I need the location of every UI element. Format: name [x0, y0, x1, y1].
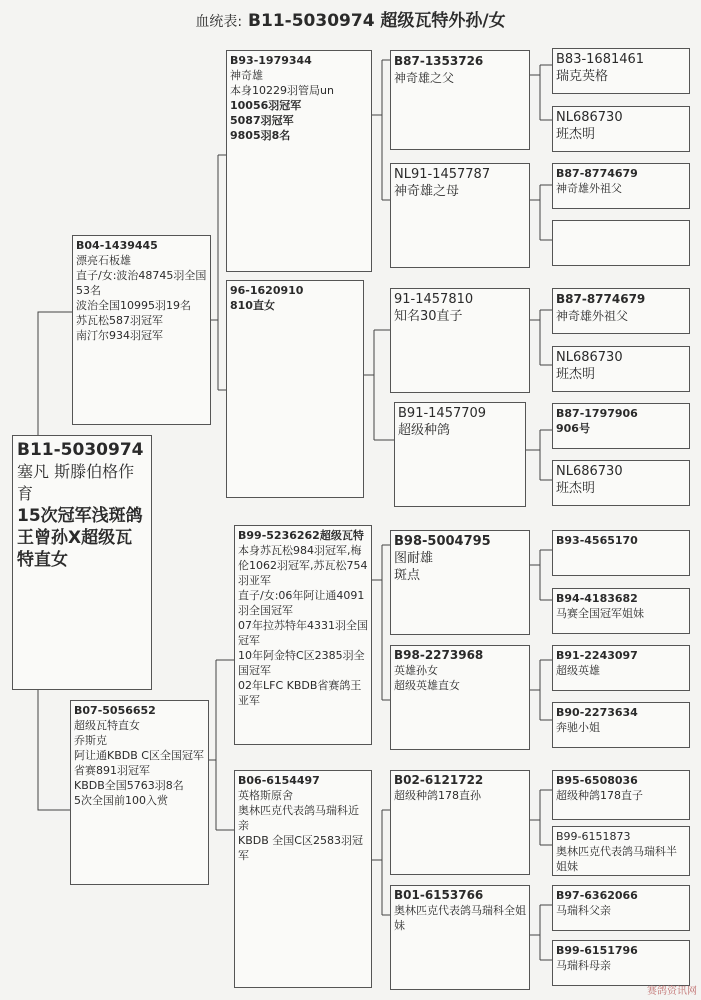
gggp-10-ring: B94-4183682: [556, 592, 638, 605]
ds-dam-line: 英雄孙女: [394, 664, 438, 677]
sd-dam-box: [394, 402, 526, 507]
gggp-10-box: [552, 588, 690, 634]
dd-dam-box: [390, 885, 530, 990]
gggp-14-box: [552, 826, 690, 876]
gggp-16-line: 马瑞科母亲: [556, 959, 611, 972]
dam-line: 超级瓦特直女: [74, 719, 140, 732]
dam-line: 阿让通KBDB C区全国冠军: [74, 749, 204, 762]
dam-sire-line: 07年拉苏特年4331羽全国冠军: [238, 619, 368, 647]
sire-sire-ring: B93-1979344: [230, 54, 312, 67]
gggp-14-ring: B99-6151873: [556, 830, 631, 843]
gggp-9-box: [552, 530, 690, 576]
dam-dam-line: KBDB 全国C区2583羽冠军: [238, 834, 363, 862]
gggp-7-box: [552, 403, 690, 449]
sire-line: 南汀尔934羽冠军: [76, 329, 163, 342]
ds-sire-box: [390, 530, 530, 635]
gggp-12-ring: B90-2273634: [556, 706, 638, 719]
gggp-3-ring: B87-8774679: [556, 167, 638, 180]
sire-line: 波治全国10995羽19名: [76, 299, 191, 312]
dam-sire-line: 本身苏瓦松984羽冠军,梅伦1062羽冠军,苏瓦松754羽亚军: [238, 544, 368, 587]
ds-dam-box: [390, 645, 530, 750]
sire-dam-box: [226, 280, 364, 498]
gggp-12-line: 奔驰小姐: [556, 721, 600, 734]
dam-sire-box: [234, 525, 372, 745]
title-main: B11-5030974 超级瓦特外孙/女: [248, 11, 506, 31]
gggp-16-ring: B99-6151796: [556, 944, 638, 957]
gggp-3-box: [552, 163, 690, 209]
ds-sire-line: 斑点: [394, 568, 421, 583]
dam-dam-line: 奥林匹克代表鸽马瑞科近亲: [238, 804, 359, 832]
ds-dam-line: 超级英雄直女: [394, 679, 460, 692]
ss-dam-box: [390, 163, 530, 268]
gggp-5-box: [552, 288, 690, 334]
sire-line: 直子/女:波治48745羽全国53名: [76, 269, 207, 297]
gggp-2-line: 班杰明: [556, 127, 596, 142]
gggp-13-ring: B95-6508036: [556, 774, 638, 787]
gggp-3-line: 神奇雄外祖父: [556, 182, 622, 195]
gggp-1-box: [552, 48, 690, 94]
gggp-15-line: 马瑞科父亲: [556, 904, 611, 917]
gggp-15-ring: B97-6362066: [556, 889, 638, 902]
dam-line: KBDB全国5763羽8名: [74, 779, 184, 792]
sire-line: 苏瓦松587羽冠军: [76, 314, 163, 327]
dam-line: 省赛891羽冠军: [74, 764, 150, 777]
dd-sire-ring: B02-6121722: [394, 773, 484, 787]
sire-sire-line: 10056羽冠军: [230, 99, 302, 112]
sire-box: [72, 235, 211, 425]
dam-sire-line: 02年LFC KBDB省赛鸽王亚军: [238, 679, 362, 707]
gggp-7-ring: B87-1797906: [556, 407, 638, 420]
gggp-5-line: 神奇雄外祖父: [556, 309, 629, 323]
gggp-16-box: [552, 940, 690, 986]
gggp-6-box: [552, 346, 690, 392]
sire-sire-line: 5087羽冠军: [230, 114, 294, 127]
gggp-6-line: 班杰明: [556, 367, 596, 382]
sire-sire-line: 9805羽8名: [230, 129, 291, 142]
gggp-14-line: 奥林匹克代表鸽马瑞科半姐妹: [556, 845, 677, 873]
sd-dam-line: 超级种鸽: [398, 423, 451, 438]
sire-sire-line: 本身10229羽管局un: [230, 84, 334, 97]
gggp-15-box: [552, 885, 690, 931]
dam-sire-ring: B99-5236262超级瓦特: [238, 529, 364, 542]
sire-line: 漂亮石板雄: [76, 254, 131, 267]
dam-dam-box: [234, 770, 372, 988]
gggp-8-ring: NL686730: [556, 464, 623, 479]
dd-dam-ring: B01-6153766: [394, 888, 484, 902]
gggp-9-ring: B93-4565170: [556, 534, 638, 547]
dam-line: 5次全国前100入赏: [74, 794, 168, 807]
ds-dam-ring: B98-2273968: [394, 648, 484, 662]
ss-sire-ring: B87-1353726: [394, 54, 484, 68]
gggp-8-line: 班杰明: [556, 481, 596, 496]
ds-sire-ring: B98-5004795: [394, 534, 491, 549]
sire-sire-box: [226, 50, 372, 272]
dam-line: 乔斯克: [74, 734, 107, 747]
sd-sire-box: [390, 288, 530, 393]
gggp-7-line: 906号: [556, 422, 590, 435]
gggp-2-ring: NL686730: [556, 110, 623, 125]
dd-sire-line: 超级种鸽178直孙: [394, 789, 481, 802]
dd-dam-line: 奥林匹克代表鸽马瑞科全姐妹: [394, 904, 526, 932]
dam-ring: B07-5056652: [74, 704, 156, 717]
sire-ring: B04-1439445: [76, 239, 158, 252]
dam-dam-ring: B06-6154497: [238, 774, 320, 787]
gggp-13-line: 超级种鸽178直子: [556, 789, 643, 802]
dam-sire-line: 10年阿金特C区2385羽全国冠军: [238, 649, 365, 677]
gggp-11-ring: B91-2243097: [556, 649, 638, 662]
ss-sire-box: [390, 50, 530, 150]
gggp-10-line: 马赛全国冠军姐妹: [556, 607, 644, 620]
ss-sire-line: 神奇雄之父: [394, 71, 455, 85]
gggp-13-box: [552, 770, 690, 820]
sire-dam-ring: 96-1620910: [230, 284, 304, 297]
ss-dam-line: 神奇雄之母: [394, 184, 460, 199]
dam-sire-line: 直子/女:06年阿让通4091羽全国冠军: [238, 589, 365, 617]
sd-dam-ring: B91-1457709: [398, 406, 487, 421]
gggp-4-box: [552, 220, 690, 266]
sire-dam-line: 810直女: [230, 299, 275, 312]
gggp-12-box: [552, 702, 690, 748]
dam-box: [70, 700, 209, 885]
gggp-1-line: 瑞克英格: [556, 69, 609, 84]
subject-ring: B11-5030974: [17, 440, 144, 460]
gggp-11-line: 超级英雄: [556, 664, 600, 677]
gggp-2-box: [552, 106, 690, 152]
gggp-8-box: [552, 460, 690, 506]
subject-line: 15次冠军浅斑鸽王曾孙X超级瓦特直女: [17, 506, 143, 570]
sire-sire-line: 神奇雄: [230, 69, 263, 82]
dd-sire-box: [390, 770, 530, 875]
gggp-5-ring: B87-8774679: [556, 292, 646, 306]
gggp-11-box: [552, 645, 690, 691]
title-prefix: 血统表:: [195, 14, 243, 30]
sd-sire-ring: 91-1457810: [394, 292, 474, 307]
subject-line: 塞凡 斯滕伯格作育: [17, 462, 135, 503]
sd-sire-line: 知名30直子: [394, 309, 463, 324]
subject-bird-box: [12, 435, 152, 690]
dam-dam-line: 英格斯原舍: [238, 789, 293, 802]
gggp-6-ring: NL686730: [556, 350, 623, 365]
ss-dam-ring: NL91-1457787: [394, 167, 491, 182]
site-watermark: 赛鸽资讯网: [647, 986, 697, 997]
ds-sire-line: 图耐雄: [394, 551, 434, 566]
gggp-1-ring: B83-1681461: [556, 52, 645, 67]
